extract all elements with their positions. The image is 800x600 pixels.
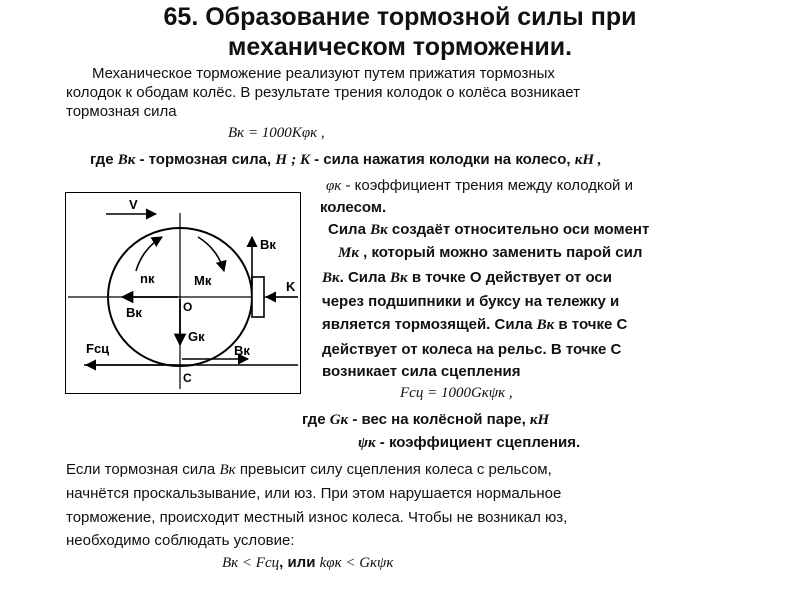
title-line-2: механическом торможении. xyxy=(227,33,573,61)
right-line-3 xyxy=(322,268,612,288)
label-o: O xyxy=(183,300,193,314)
right-line-6: действует от колеса на рельс. В точке С xyxy=(322,341,622,358)
right-line-7: возникает сила сцепления xyxy=(322,363,521,380)
right-line-5 xyxy=(322,315,627,335)
bottom-line-1 xyxy=(66,460,552,480)
formula-braking-force xyxy=(228,123,325,143)
intro-line-2: колодок к ободам колёс. В результате трения колодок о колёса возникает xyxy=(66,84,580,101)
intro-line-3: тормозная сила xyxy=(66,103,177,120)
rotation-arrow-left xyxy=(136,237,162,271)
def-prefix: где xyxy=(90,151,114,168)
def2-var-psi: ψк xyxy=(358,435,376,451)
definitions-line-3: колесом. xyxy=(320,199,387,216)
label-bk-bottom: Bк xyxy=(234,343,250,358)
title-line-1: 65. Образование тормозной силы при xyxy=(163,3,637,31)
definitions2-line-2 xyxy=(358,433,580,453)
label-nk: nк xyxy=(140,271,155,286)
label-k: K xyxy=(286,279,296,294)
definitions-line-1 xyxy=(90,150,602,170)
right-line-2 xyxy=(338,243,642,263)
definitions-line-2 xyxy=(326,176,633,196)
bottom-l1-b: превысит силу сцепления колеса с рельсом, xyxy=(239,461,552,478)
def-var-k: ; K xyxy=(291,152,310,168)
def2-text-g: - вес на колёсной паре, xyxy=(352,411,526,428)
formula-lhs: Bк xyxy=(228,125,245,141)
def-text-b: - тормозная сила, xyxy=(139,151,272,168)
label-gk: Gк xyxy=(188,329,205,344)
formula-adhesion: Fсц = 1000Gкψк , xyxy=(400,385,513,401)
right-l5-a: является тормозящей. Сила xyxy=(322,316,533,333)
condition-a: Bк < Fсц xyxy=(222,555,280,571)
label-bk-left: Bк xyxy=(126,305,142,320)
label-c: C xyxy=(183,371,192,385)
right-l1-b: создаёт относительно оси момент xyxy=(391,221,650,238)
definitions2-line-1 xyxy=(302,410,549,430)
wheel-diagram-svg xyxy=(66,193,300,393)
right-l1-a: Сила xyxy=(328,221,366,238)
page-title xyxy=(0,2,800,62)
condition-sep: , или xyxy=(279,554,316,571)
def2-var-g: Gк xyxy=(329,412,349,428)
condition-b: kφк < Gкψк xyxy=(319,555,394,571)
def-var-b: Bк xyxy=(117,152,136,168)
label-fsc: Fсц xyxy=(86,341,110,356)
right-l1-var: Bк xyxy=(370,222,388,238)
right-l5-var: Bк xyxy=(536,317,555,333)
def2-prefix: где xyxy=(302,411,326,428)
bottom-l1-var: Bк xyxy=(219,462,236,478)
def-var-phi: φк xyxy=(326,178,342,194)
right-line-4: через подшипники и буксу на тележку и xyxy=(322,293,620,310)
right-l2-b: , который можно заменить парой сил xyxy=(363,244,643,261)
right-l5-b: в точке С xyxy=(558,316,628,333)
intro-line-1: Механическое торможение реализуют путем прижатия тормозных xyxy=(92,65,555,82)
bottom-line-2: начнётся проскальзывание, или юз. При этом нарушается нормальное xyxy=(66,485,562,502)
def-unit-kn: кН , xyxy=(574,152,602,168)
def2-unit: кН xyxy=(529,412,550,428)
moment-arrow-right xyxy=(198,237,224,271)
label-mk: Mк xyxy=(194,273,212,288)
def2-text-psi: - коэффициент сцепления. xyxy=(379,434,581,451)
label-bk-top: Bк xyxy=(260,237,276,252)
brake-shoe xyxy=(252,277,264,317)
right-l2-var: Mк xyxy=(338,245,359,261)
wheel-diagram xyxy=(65,192,301,394)
def-text-phi: - коэффициент трения между колодкой и xyxy=(345,177,633,194)
def-unit-h: Н xyxy=(275,152,288,168)
label-v: V xyxy=(129,197,138,212)
def-text-k: - сила нажатия колодки на колесо, xyxy=(314,151,571,168)
formula-rhs: = 1000Kφк , xyxy=(247,125,325,141)
bottom-line-4: необходимо соблюдать условие: xyxy=(66,532,295,549)
right-line-1 xyxy=(328,220,649,240)
right-l3-var: Bк xyxy=(322,270,340,286)
right-l3-a: . Сила xyxy=(339,269,386,286)
formula-condition xyxy=(222,553,393,573)
bottom-l1-a: Если тормозная сила xyxy=(66,461,216,478)
bottom-line-3: торможение, происходит местный износ колеса. Чтобы не возникал юз, xyxy=(66,509,568,526)
right-l3-b: в точке О действует от оси xyxy=(411,269,612,286)
right-l3-var2: Bк xyxy=(390,270,408,286)
